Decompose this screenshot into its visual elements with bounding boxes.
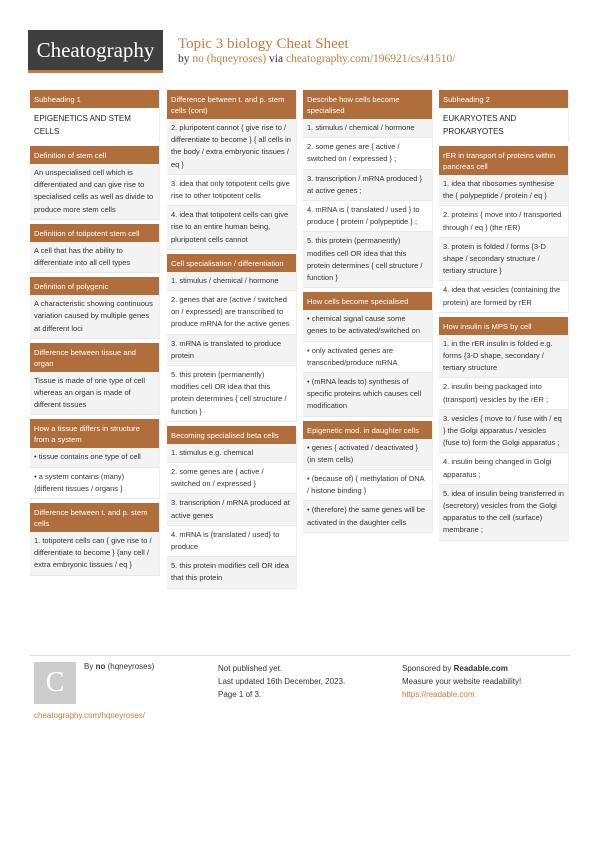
section-header: Describe how cells become specialised — [303, 90, 432, 119]
footer-author-handle: (hqneyroses) — [107, 662, 155, 671]
footer-by-label: By — [84, 662, 94, 671]
list-item: 2. genes that are (active / switched on / expressed) are transcribed to produce mRNA for the active genes — [167, 291, 296, 335]
list-item: 2. some genes are { active / switched on / expressed } ; — [303, 138, 432, 169]
list-item: 1. in the rER insulin is folded e.g. forms {3-D shape, secondary / tertiary structure — [439, 335, 568, 379]
list-item: 5. idea of insulin being transferred in (secretory) vesicles from the Golgi apparatus to the cell (surface) membrane ; — [439, 485, 568, 541]
sponsor-tagline: Measure your website readability! — [402, 677, 522, 686]
page-footer — [30, 655, 570, 720]
list-item: 1. stimulus / chemical / hormone — [303, 119, 432, 138]
section-beta-cells — [167, 426, 297, 589]
section-header: How insulin is MPS by cell — [439, 317, 568, 335]
cheatography-logo[interactable]: Cheatography — [28, 30, 163, 73]
list-item: Tissue is made of one type of cell whereas an organ is made of different tissues — [30, 372, 159, 416]
list-item: • (therefore) the same genes will be activated in the daughter cells — [303, 501, 432, 532]
section-subtitle: EPIGENETICS AND STEM CELLS — [30, 108, 159, 142]
list-item: 1. stimulus / chemical / hormone — [167, 272, 296, 291]
section-header: Difference between tissue and organ — [30, 343, 159, 372]
page-number: Page 1 of 3. — [218, 690, 262, 699]
list-item: 5. this protein (permanently) modifies cell OR idea that this protein determines { cell structure / function } — [303, 232, 432, 288]
section-header: Definition of stem cell — [30, 146, 159, 164]
section-cell-specialisation — [167, 254, 297, 422]
published-status: Not published yet. — [218, 664, 283, 673]
list-item: 2. insulin being packaged into (transport) vesicles by the rER ; — [439, 378, 568, 409]
section-header: Subheading 2 — [439, 90, 568, 108]
section-tissue-system — [30, 419, 160, 499]
footer-author — [84, 662, 154, 671]
list-item: 4. idea that vesicles (containing the protein) are formed by rER — [439, 281, 568, 312]
column-4 — [439, 90, 569, 545]
list-item: 2. pluripotent cannot { give rise to / differentiate to become } { all cells in the body / extra embryonic tissues / eq } — [167, 119, 296, 175]
section-header: How cells become specialised — [303, 292, 432, 310]
list-item: • (because of) { methylation of DNA / histone binding } — [303, 470, 432, 501]
byline-by: by — [178, 53, 190, 65]
list-item: • chemical signal cause some genes to be activated/switched on — [303, 310, 432, 341]
section-subheading-1 — [30, 90, 160, 142]
section-header: Becoming specialised beta cells — [167, 426, 296, 444]
list-item: 3. protein is folded / forms {3-D shape / secondary structure / tertiary structure } — [439, 238, 568, 282]
author-link[interactable]: no (hqneyroses) — [192, 53, 267, 65]
list-item: An unspecialised cell which is differentiated and can give rise to specialised cells as well as divide to produce more stem cells — [30, 164, 159, 220]
sponsor-line — [402, 662, 521, 675]
section-header: How a tissue differs in structure from a system — [30, 419, 159, 448]
list-item: A cell that has the ability to differentiate into all cell types — [30, 242, 159, 273]
section-definition-polygenic — [30, 277, 160, 339]
column-3 — [303, 90, 433, 537]
sheet-url-link[interactable]: cheatography.com/196921/cs/41510/ — [285, 53, 456, 65]
list-item: • only activated genes are transcribed/produce mRNA — [303, 342, 432, 373]
list-item: 1. idea that ribosomes synthesise the { polypeptide / protein / eq } — [439, 175, 568, 206]
section-describe-specialised — [303, 90, 433, 288]
byline-via: via — [269, 53, 284, 65]
list-item: 1. stimulus e.g. chemical — [167, 444, 296, 463]
list-item: 3. vesicles { move to / fuse with / eq } the Golgi apparatus / vesicles (fuse to) form the Golgi apparatus ; — [439, 410, 568, 454]
list-item: 2. some genes are { active / switched on / expressed } — [167, 463, 296, 494]
list-item: 5. this protein (permanently) modifies cell OR idea that this protein determines { cell structure / function } — [167, 366, 296, 422]
section-header: Epigenetic mod. in daughter cells — [303, 421, 432, 439]
section-rer-transport — [439, 146, 569, 313]
page-title: Topic 3 biology Cheat Sheet — [178, 36, 349, 52]
list-item: 3. transcription / mRNA produced at active genes — [167, 494, 296, 525]
section-header: Subheading 1 — [30, 90, 159, 108]
profile-link[interactable]: cheatography.com/hqneyroses/ — [34, 711, 146, 720]
section-t-p-stem-cells-cont — [167, 90, 297, 250]
column-2 — [167, 90, 297, 593]
section-header: Difference between t. and p. stem cells (cont) — [167, 90, 296, 119]
footer-author-name[interactable]: no — [95, 662, 106, 671]
section-epigenetic-mod — [303, 421, 433, 533]
section-definition-stem-cell — [30, 146, 160, 220]
list-item: 1. totipotent cells can { give rise to / differentiate to become } {any cell / extra embryonic tissues / eq } — [30, 532, 159, 576]
section-header: Difference between t. and p. stem cells — [30, 503, 159, 532]
section-insulin-mps — [439, 317, 569, 541]
list-item: 4. insulin being changed in Golgi apparatus ; — [439, 453, 568, 484]
footer-meta — [218, 662, 345, 701]
list-item: 5. this protein modifies cell OR idea that this protein — [167, 557, 296, 588]
list-item: A characteristic showing continuous variation caused by multiple genes at different loci — [30, 295, 159, 339]
list-item: 3. idea that only totipotent cells give rise to other totipotent cells — [167, 175, 296, 206]
section-header: Definition of totipotent stem cell — [30, 224, 159, 242]
section-definition-totipotent — [30, 224, 160, 273]
sponsor-prefix: Sponsored by — [402, 664, 452, 673]
list-item: • (mRNA leads to) synthesis of specific proteins which causes cell modification — [303, 373, 432, 417]
list-item: • genes { activated / deactivated } (in stem cells) — [303, 439, 432, 470]
section-header: Definition of polygenic — [30, 277, 159, 295]
section-how-specialised — [303, 292, 433, 416]
list-item: 4. mRNA is { translated / used } to produce { protein / polypeptide } ; — [303, 201, 432, 232]
section-header: Cell specialisation / differentiation — [167, 254, 296, 272]
list-item: 2. proteins { move into / transported through / eq } (the rER) — [439, 206, 568, 237]
last-updated: Last updated 16th December, 2023. — [218, 677, 346, 686]
column-1 — [30, 90, 160, 580]
list-item: 3. mRNA is translated to produce protein — [167, 335, 296, 366]
sponsor-name[interactable]: Readable.com — [453, 664, 508, 673]
list-item: • tissue contains one type of cell — [30, 448, 159, 467]
list-item: • a system contains (many) {different tissues / organs } — [30, 468, 159, 499]
list-item: 3. transcription / mRNA produced } at active genes ; — [303, 170, 432, 201]
section-subtitle: EUKARYOTES AND PROKARYOTES — [439, 108, 568, 142]
sponsor-url-link[interactable]: https://readable.com — [402, 690, 475, 699]
byline — [178, 53, 455, 65]
footer-sponsor — [402, 662, 521, 701]
section-header: rER in transport of proteins within pancreas cell — [439, 146, 568, 175]
list-item: 4. idea that totipotent cells can give rise to an entire human being, pluripotent cells cannot — [167, 206, 296, 250]
avatar[interactable]: C — [34, 662, 76, 704]
section-subheading-2 — [439, 90, 569, 142]
list-item: 4. mRNA is {translated / used} to produce — [167, 526, 296, 557]
section-t-p-stem-cells — [30, 503, 160, 576]
section-tissue-organ — [30, 343, 160, 416]
